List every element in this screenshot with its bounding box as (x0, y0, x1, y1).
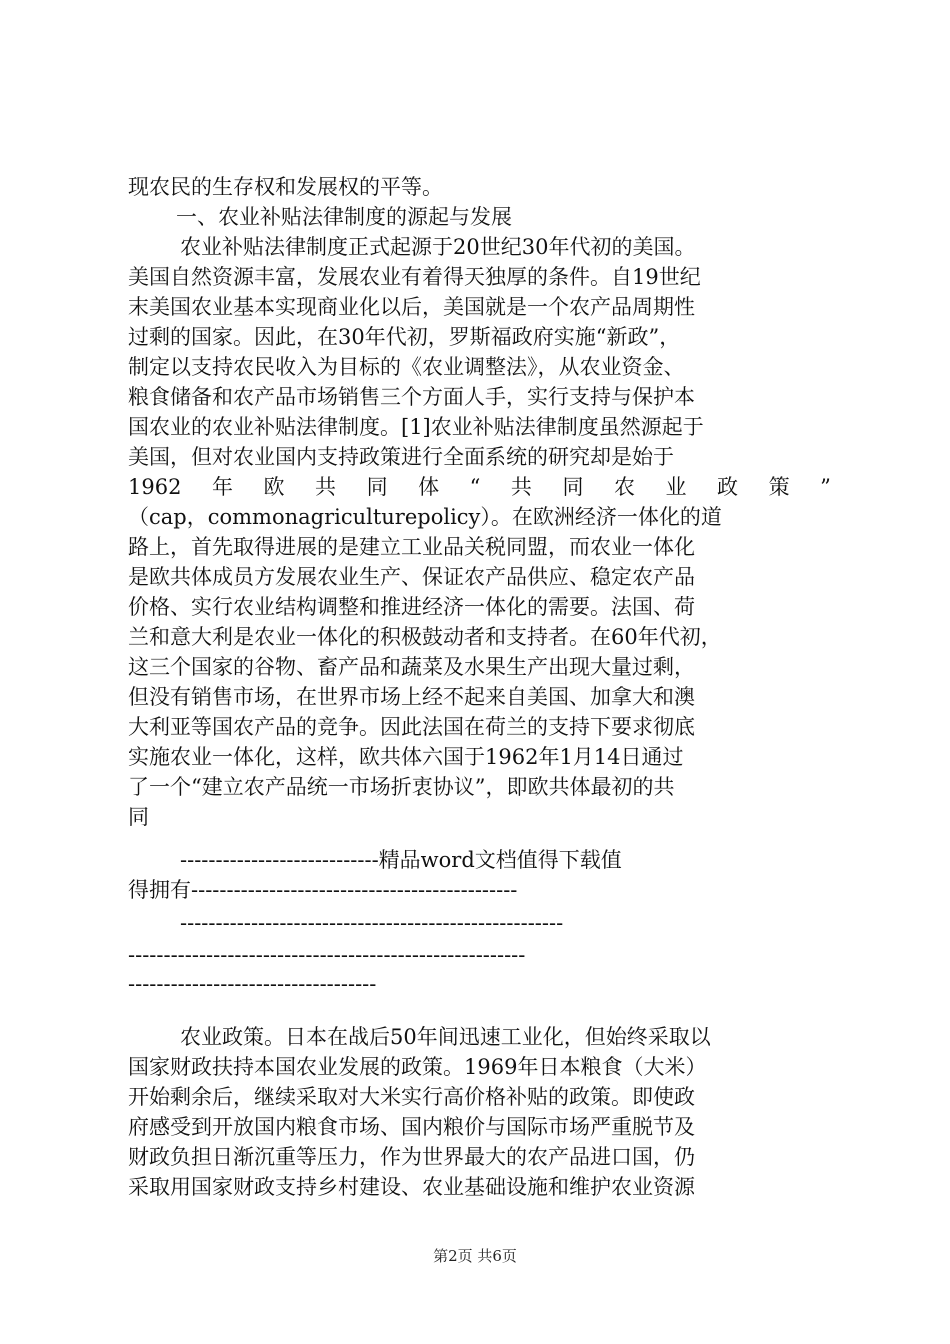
paragraph-line: 过剩的国家。因此，在30年代初，罗斯福政府实施“新政”， (128, 325, 681, 349)
watermark-line: ------------------------------------------------------ (180, 911, 564, 935)
paragraph-line: 是欧共体成员方发展农业生产、保证农产品供应、稳定农产品 (128, 565, 695, 589)
justified-word: 同 (562, 475, 584, 499)
watermark-line: 得拥有---------------------------------------------- (128, 878, 518, 902)
paragraph-line: 美国，但对农业国内支持政策进行全面系统的研究却是始于 (128, 445, 674, 469)
paragraph-line: 大利亚等国农产品的竞争。因此法国在荷兰的支持下要求彻底 (128, 715, 695, 739)
justified-word: 共 (510, 475, 532, 499)
justified-word: 同 (366, 475, 388, 499)
justified-line (128, 472, 831, 502)
paragraph-line: 国农业的农业补贴法律制度。[1]农业补贴法律制度虽然源起于 (128, 415, 704, 439)
justified-word: “ (469, 475, 481, 499)
justified-word: 策 (768, 475, 790, 499)
paragraph-line: 价格、实行农业结构调整和推进经济一体化的需要。法国、荷 (128, 595, 695, 619)
paragraph-line: 但没有销售市场，在世界市场上经不起来自美国、加拿大和澳 (128, 685, 695, 709)
paragraph-line: （cap，commonagriculturepolicy）。在欧洲经济一体化的道 (128, 505, 722, 529)
paragraph-line: 粮食储备和农产品市场销售三个方面人手，实行支持与保护本 (128, 385, 695, 409)
paragraph-line: 兰和意大利是农业一体化的积极鼓动者和支持者。在60年代初， (128, 625, 722, 649)
paragraph-line: 财政负担日渐沉重等压力，作为世界最大的农产品进口国，仍 (128, 1145, 695, 1169)
justified-word: 业 (665, 475, 687, 499)
justified-word: 体 (418, 475, 440, 499)
justified-word: 共 (315, 475, 337, 499)
paragraph-line: 同 (128, 805, 149, 829)
paragraph-line: 采取用国家财政支持乡村建设、农业基础设施和维护农业资源 (128, 1175, 695, 1199)
section-heading: 一、农业补贴法律制度的源起与发展 (176, 205, 512, 229)
justified-word: 1962 (128, 475, 182, 499)
justified-word: ” (820, 475, 831, 499)
paragraph-line: 农业补贴法律制度正式起源于20世纪30年代初的美国。 (180, 235, 696, 259)
paragraph-line: 农业政策。日本在战后50年间迅速工业化，但始终采取以 (180, 1025, 711, 1049)
paragraph-line: 制定以支持农民收入为目标的《农业调整法》，从农业资金、 (128, 355, 685, 379)
paragraph-line: 府感受到开放国内粮食市场、国内粮价与国际市场严重脱节及 (128, 1115, 695, 1139)
paragraph-line: 了一个“建立农产品统一市场折衷协议”，即欧共体最初的共 (128, 775, 675, 799)
paragraph-line: 美国自然资源丰富，发展农业有着得天独厚的条件。自19世纪 (128, 265, 701, 289)
watermark-line: ----------------------------精品word文档值得下载值 (180, 848, 622, 872)
justified-word: 年 (211, 475, 233, 499)
paragraph-line: 开始剩余后，继续采取对大米实行高价格补贴的政策。即使政 (128, 1085, 695, 1109)
paragraph-line: 路上，首先取得进展的是建立工业品关税同盟，而农业一体化 (128, 535, 695, 559)
watermark-line: ----------------------------------- (128, 972, 377, 996)
justified-word: 农 (613, 475, 635, 499)
justified-word: 政 (717, 475, 739, 499)
justified-word: 欧 (263, 475, 285, 499)
paragraph-line: 实施农业一体化，这样，欧共体六国于1962年1月14日通过 (128, 745, 684, 769)
paragraph-line: 现农民的生存权和发展权的平等。 (128, 175, 443, 199)
paragraph-line: 这三个国家的谷物、畜产品和蔬菜及水果生产出现大量过剩， (128, 655, 695, 679)
paragraph-line: 国家财政扶持本国农业发展的政策。1969年日本粮食（大米） (128, 1055, 707, 1079)
page-number-footer: 第2页 共6页 (433, 1247, 517, 1265)
paragraph-line: 末美国农业基本实现商业化以后，美国就是一个农产品周期性 (128, 295, 695, 319)
watermark-line: -------------------------------------------------------- (128, 943, 526, 967)
